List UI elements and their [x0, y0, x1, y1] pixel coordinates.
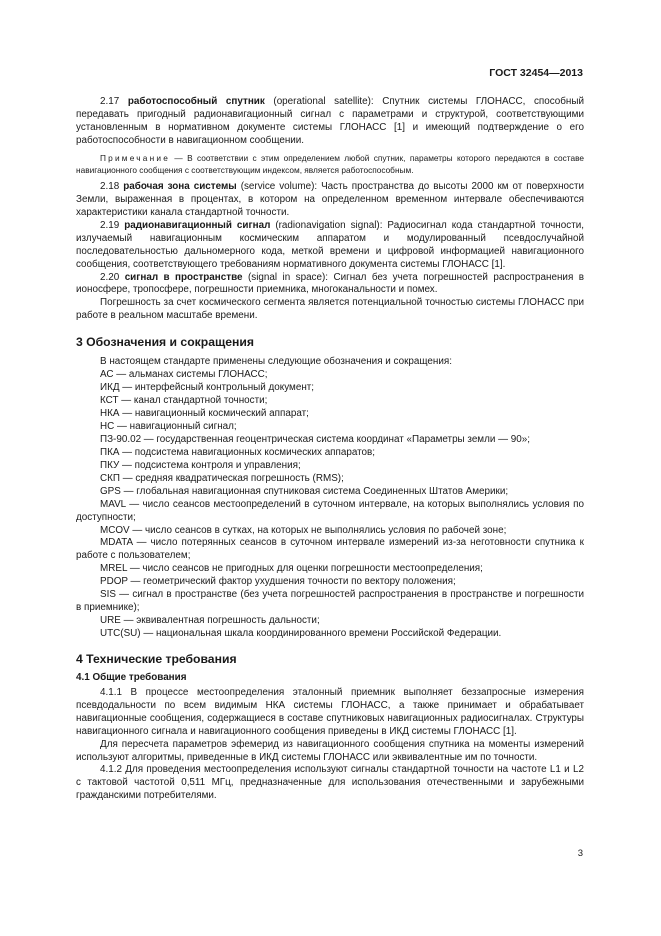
list-item: КСТ — канал стандартной точности; [100, 395, 268, 406]
clause-2-20 [76, 272, 584, 298]
note-text: — В соответствии с этим определением любой спутник, параметры которого передаются в составе навигационного сообщения с соответствующим индексом, является работоспособным. [76, 152, 584, 175]
clause-text: (radionavigation signal): Радиосигнал кода стандартной точности, излучаемый навигационным космическим аппаратом и модулированный псевдослучайной последовательностью дальномерного кода, меткой времени и цифровой информацией навигационного сообщения, соответствующего требованиям нормативного документа системы ГЛОНАСС [1]. [76, 219, 584, 270]
list-item: GPS — глобальная навигационная спутниковая система Соединенных Штатов Америки; [100, 485, 509, 497]
section-3-title: 3 Обозначения и сокращения [76, 335, 255, 350]
page-number: 3 [577, 848, 583, 859]
list-item: АС — альманах системы ГЛОНАСС; [100, 369, 268, 381]
clause-text: (operational satellite): Спутник системы ГЛОНАСС, способный передавать пригодный радионавигационный сигнал с параметрами и структурой, соответствующими установленным в нормативном документе системы ГЛОНАСС [1] и имеющий подтверждение о его работоспособности в навигационном сообщении. [76, 96, 584, 146]
list-item: MREL — число сеансов не пригодных для оценки погрешности местоопределения; [100, 563, 483, 575]
list-item: ПЗ-90.02 — государственная геоцентрическая система координат «Параметры земли — 90»; [100, 433, 530, 445]
list-item: СКП — средняя квадратическая погрешность (RMS); [100, 472, 344, 484]
subsection-4-1-title: 4.1 Общие требования [76, 672, 187, 684]
clause-number: 2.20 [100, 271, 120, 283]
clause-number: 2.18 [100, 181, 120, 193]
page-content [76, 96, 584, 803]
list-item: UTC(SU) — национальная шкала координированного времени Российской Федерации. [100, 628, 502, 640]
note [76, 152, 584, 177]
clause-2-19 [76, 220, 584, 272]
clause-number: 2.17 [100, 96, 120, 107]
list-item: SIS — сигнал в пространстве (без учета погрешностей распространения в пространстве и погрешности в приемнике); [76, 589, 584, 614]
note-label: Примечание [100, 152, 171, 163]
clause-term: работоспособный спутник [127, 96, 265, 107]
clause-2-20-paragraph: Погрешность за счет космического сегмента является потенциальной точностью системы ГЛОНАСС при работе в реальном масштабе времени. [76, 297, 584, 322]
list-item: PDOP — геометрический фактор ухудшения точности по вектору положения; [100, 576, 456, 588]
list-item: НКА — навигационный космический аппарат; [100, 407, 309, 419]
list-item: НС — навигационный сигнал; [100, 420, 237, 432]
clause-term: радионавигационный сигнал [124, 219, 271, 231]
section-4-title: 4 Технические требования [76, 652, 237, 667]
clause-text: (signal in space): Сигнал без учета погрешностей распространения в ионосфере, тропосфере, погрешности приемника, многоканальности и помех. [76, 271, 584, 296]
clause-term: рабочая зона системы [123, 181, 237, 193]
list-item: ПКУ — подсистема контроля и управления; [100, 459, 301, 471]
clause-2-17 [76, 96, 584, 148]
clause-4-1-2: 4.1.2 Для проведения местоопределения используют сигналы стандартной точности на частоте L1 и L2 с тактовой частотой 0,511 МГц, предназначенные для использования отечественными и зарубежными гражданскими потребителями. [76, 764, 584, 802]
list-item: MCOV — число сеансов в сутках, на которых не выполнялись условия по рабочей зоне; [100, 524, 507, 536]
clause-4-1-1-paragraph: Для пересчета параметров эфемерид из навигационного сообщения спутника на моменты измерений используют алгоритмы, приведенные в ИКД системы ГЛОНАСС или эквивалентные им по точности. [76, 738, 584, 763]
list-item: ПКА — подсистема навигационных космических аппаратов; [100, 446, 376, 458]
list-item: MDATA — число потерянных сеансов в суточном интервале измерений из-за неготовности спутника к работе с пользователем; [76, 537, 584, 562]
clause-number: 2.19 [100, 219, 120, 231]
list-item: MAVL — число сеансов местоопределений в суточном интервале, на которых выполнялись условия по доступности; [76, 498, 584, 523]
section-3-intro: В настоящем стандарте применены следующие обозначения и сокращения: [100, 356, 452, 368]
list-item: URE — эквивалентная погрешность дальности; [100, 615, 320, 627]
clause-2-18 [76, 181, 584, 220]
clause-text: (service volume): Часть пространства до высоты 2000 км от поверхности Земли, выраженная в процентах, в котором на определенном временном интервале обеспечиваются характеристики канала стандартной точности. [76, 181, 585, 219]
list-item: ИКД — интерфейсный контрольный документ; [100, 382, 315, 394]
clause-term: сигнал в пространстве [124, 271, 243, 283]
abbreviation-list [76, 369, 584, 641]
document-header: ГОСТ 32454—2013 [489, 67, 583, 79]
clause-4-1-1: 4.1.1 В процессе местоопределения эталонный приемник выполняет беззапросные измерения псевдодальности по всем видимым НКА системы ГЛОНАСС, а также принимает и обрабатывает навигационные сообщения, содержащиеся в составе спутниковых навигационных радиосигналах. Структуры навигационного сигнала и навигационного сообщения приведены в ИКД системы ГЛОНАСС [1]. [76, 687, 584, 737]
